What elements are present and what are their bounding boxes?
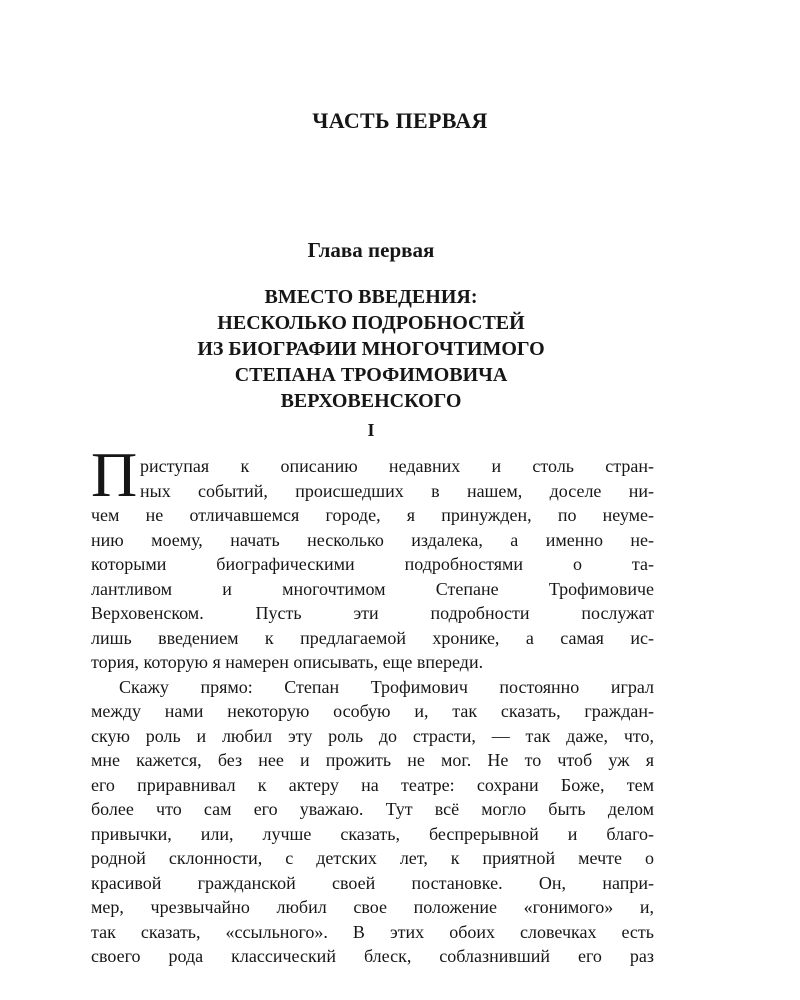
- text-line: ных событий, происшедших в нашем, доселе ни-: [140, 480, 654, 501]
- text-line: между нами некоторую особую и, так сказать, граждан-: [91, 701, 654, 721]
- part-title: ЧАСТЬ ПЕРВАЯ: [312, 108, 488, 133]
- text-line: своего рода классический блеск, соблазнивший его раз: [91, 946, 654, 966]
- text-line: мне кажется, без нее и прожить не мог. Не то чтоб уж я: [91, 750, 654, 770]
- chapter-heading-line: ВЕРХОВЕНСКОГО: [280, 390, 462, 412]
- text-line: Скажу прямо: Степан Трофимович постоянно играл: [119, 676, 654, 697]
- text-line: привычки, или, лучше сказать, беспрерывной и благо-: [91, 823, 654, 844]
- chapter-heading: [0, 284, 742, 414]
- text-line: Верховенском. Пусть эти подробности послужат: [91, 603, 654, 623]
- text-line: красивой гражданской своей постановке. Он, напри-: [91, 872, 654, 893]
- text-line: риступая к описанию недавних и столь стран-: [140, 456, 654, 476]
- text-line: скую роль и любил эту роль до страсти, — так даже, что,: [91, 725, 654, 746]
- text-line: тория, которую я намерен описывать, еще впереди.: [91, 652, 484, 672]
- section-number: I: [367, 420, 375, 440]
- text-line: родной склонности, с детских лет, к приятной мечте о: [91, 848, 654, 868]
- chapter-heading-line: НЕСКОЛЬКО ПОДРОБНОСТЕЙ: [217, 312, 525, 334]
- text-line: лантливом и многочтимом Степане Трофимовиче: [91, 578, 654, 599]
- text-line: нию моему, начать несколько издалека, а именно не-: [91, 529, 654, 550]
- chapter-heading-line: ИЗ БИОГРАФИИ МНОГОЧТИМОГО: [197, 338, 545, 360]
- chapter-heading-line: ВМЕСТО ВВЕДЕНИЯ:: [264, 286, 478, 308]
- text-line: которыми биографическими подробностями о та-: [91, 554, 654, 574]
- text-line: его приравнивал к актеру на театре: сохрани Боже, тем: [91, 774, 654, 795]
- text-line: лишь введением к предлагаемой хронике, а самая ис-: [91, 627, 654, 648]
- text-line: мер, чрезвычайно любил свое положение «гонимого» и,: [91, 897, 654, 917]
- text-line: так сказать, «ссыльного». В этих обоих словечках есть: [91, 921, 654, 942]
- body-text: [91, 454, 654, 969]
- chapter-label: Глава первая: [307, 238, 435, 262]
- chapter-heading-line: СТЕПАНА ТРОФИМОВИЧА: [234, 364, 508, 386]
- drop-cap: П: [91, 439, 138, 510]
- text-line: чем не отличавшемся городе, я принужден, по неуме-: [91, 505, 654, 525]
- text-line: более что сам его уважаю. Тут всё могло быть делом: [91, 799, 654, 819]
